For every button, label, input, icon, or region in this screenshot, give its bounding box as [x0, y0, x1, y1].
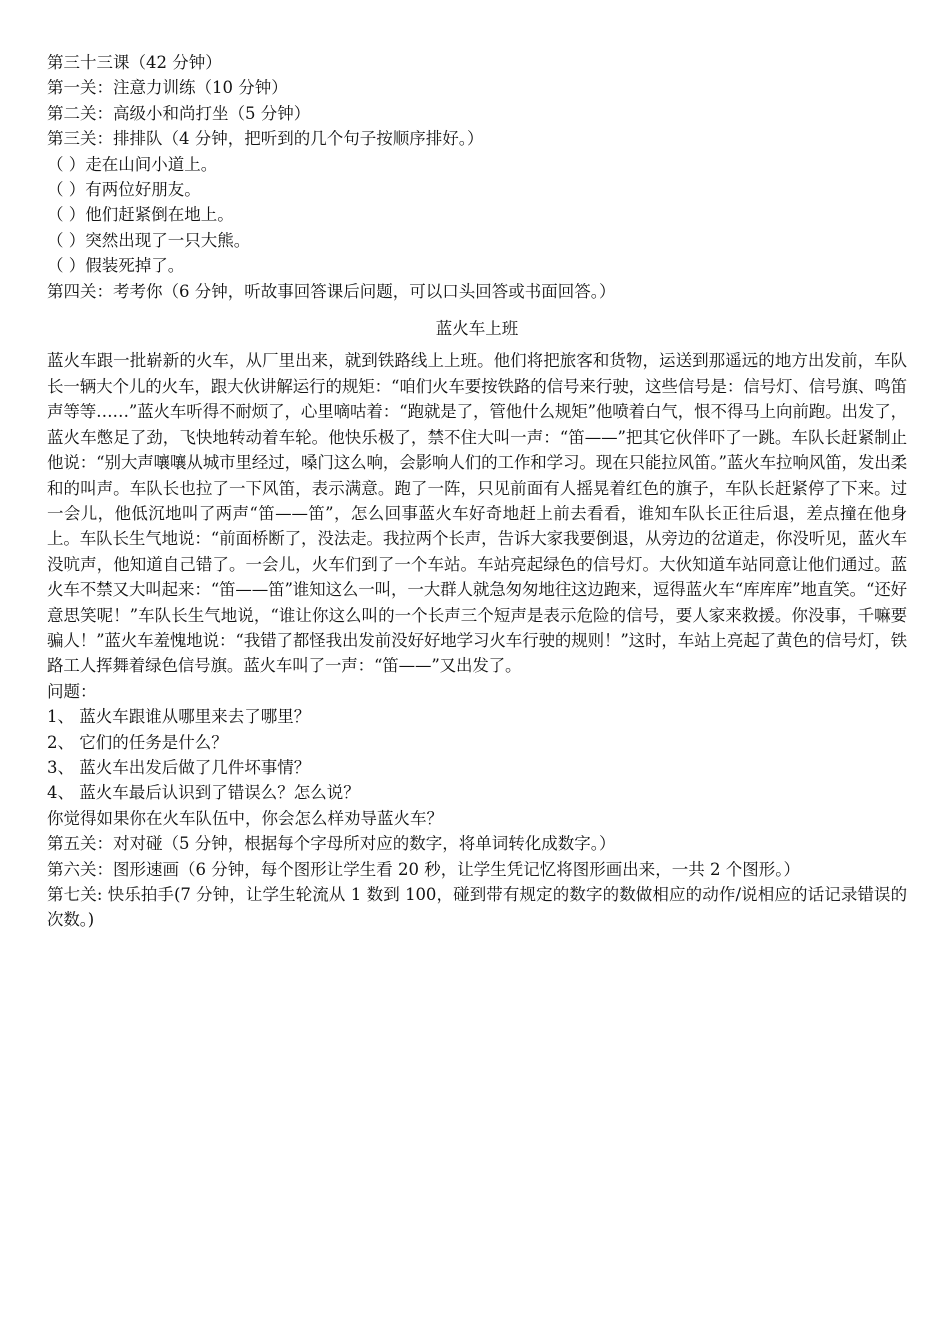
question-item: 4、 蓝火车最后认识到了错误么？怎么说？	[47, 783, 360, 803]
order-item: （ ）突然出现了一只大熊。	[47, 230, 251, 250]
document-page	[47, 50, 907, 933]
level-7: 第七关: 快乐拍手(7 分钟，让学生轮流从 1 数到 100，碰到带有规定的数字的数做相应的动作/说相应的话记录错误的次数。)	[47, 885, 907, 930]
lesson-title: 第三十三课（42 分钟）	[47, 53, 222, 72]
level-2: 第二关：高级小和尚打坐（5 分钟）	[47, 103, 311, 123]
order-item: （ ）有两位好朋友。	[47, 180, 201, 200]
order-item: （ ）他们赶紧倒在地上。	[47, 205, 234, 225]
order-item: （ ）走在山间小道上。	[47, 154, 218, 174]
question-extra: 你觉得如果你在火车队伍中，你会怎么样劝导蓝火车？	[47, 808, 443, 828]
questions-heading: 问题：	[47, 681, 97, 701]
story-body: 蓝火车跟一批崭新的火车，从厂里出来，就到铁路线上上班。他们将把旅客和货物，运送到那遥远的地方出发前，车队长一辆大个儿的火车，跟大伙讲解运行的规矩：“咱们火车要按铁路的信号来行驶，这些信号是：信号灯、信号旗、鸣笛声等等……”蓝火车听得不耐烦了，心里嘀咕着：“跑就是了，管他什么规矩”他喷着白气，恨不得马上向前跑。出发了，蓝火车憋足了劲，飞快地转动着车轮。他快乐极了，禁不住大叫一声：“笛——”把其它伙伴吓了一跳。车队长赶紧制止他说：“别大声嚷嚷从城市里经过，嗓门这么响，会影响人们的工作和学习。现在只能拉风笛。”蓝火车拉响风笛，发出柔和的叫声。车队长也拉了一下风笛，表示满意。跑了一阵，只见前面有人摇晃着红色的旗子，车队长赶紧停了下来。过一会儿，他低沉地叫了两声“笛——笛”，怎么回事蓝火车好奇地赶上前去看看，谁知车队长正往后退，差点撞在他身上。车队长生气地说：“前面桥断了，没法走。我拉两个长声，告诉大家我要倒退，从旁边的岔道走，你没听见，蓝火车没吭声，他知道自己错了。一会儿，火车们到了一个车站。车站亮起绿色的信号灯。大伙知道车站同意让他们通过。蓝火车不禁又大叫起来：“笛——笛”谁知这么一叫，一大群人就急匆匆地往这边跑来，逗得蓝火车“库库库”地直笑。“还好意思笑呢！”车队长生气地说，“谁让你这么叫的一个长声三个短声是表示危险的信号，要人家来救援。你没事，千嘛要骗人！”蓝火车羞愧地说：“我错了都怪我出发前没好好地学习火车行驶的规则！”这时，车站上亮起了黄色的信号灯，铁路工人挥舞着绿色信号旗。蓝火车叫了一声：“笛——”又出发了。	[47, 351, 907, 676]
level-6: 第六关：图形速画（6 分钟，每个图形让学生看 20 秒，让学生凭记忆将图形画出来，一共 2 个图形。）	[47, 859, 800, 879]
level-5: 第五关：对对碰（5 分钟，根据每个字母所对应的数字，将单词转化成数字。）	[47, 834, 616, 854]
question-item: 1、 蓝火车跟谁从哪里来去了哪里？	[47, 707, 311, 727]
level-1: 第一关：注意力训练（10 分钟）	[47, 78, 288, 98]
level-3: 第三关：排排队（4 分钟，把听到的几个句子按顺序排好。）	[47, 129, 484, 149]
story-title: 蓝火车上班	[435, 319, 519, 339]
level-4: 第四关：考考你（6 分钟，听故事回答课后问题，可以口头回答或书面回答。）	[47, 281, 616, 301]
question-item: 2、 它们的任务是什么？	[47, 732, 228, 752]
question-item: 3、 蓝火车出发后做了几件坏事情？	[47, 757, 311, 777]
order-item: （ ）假装死掉了。	[47, 256, 185, 276]
